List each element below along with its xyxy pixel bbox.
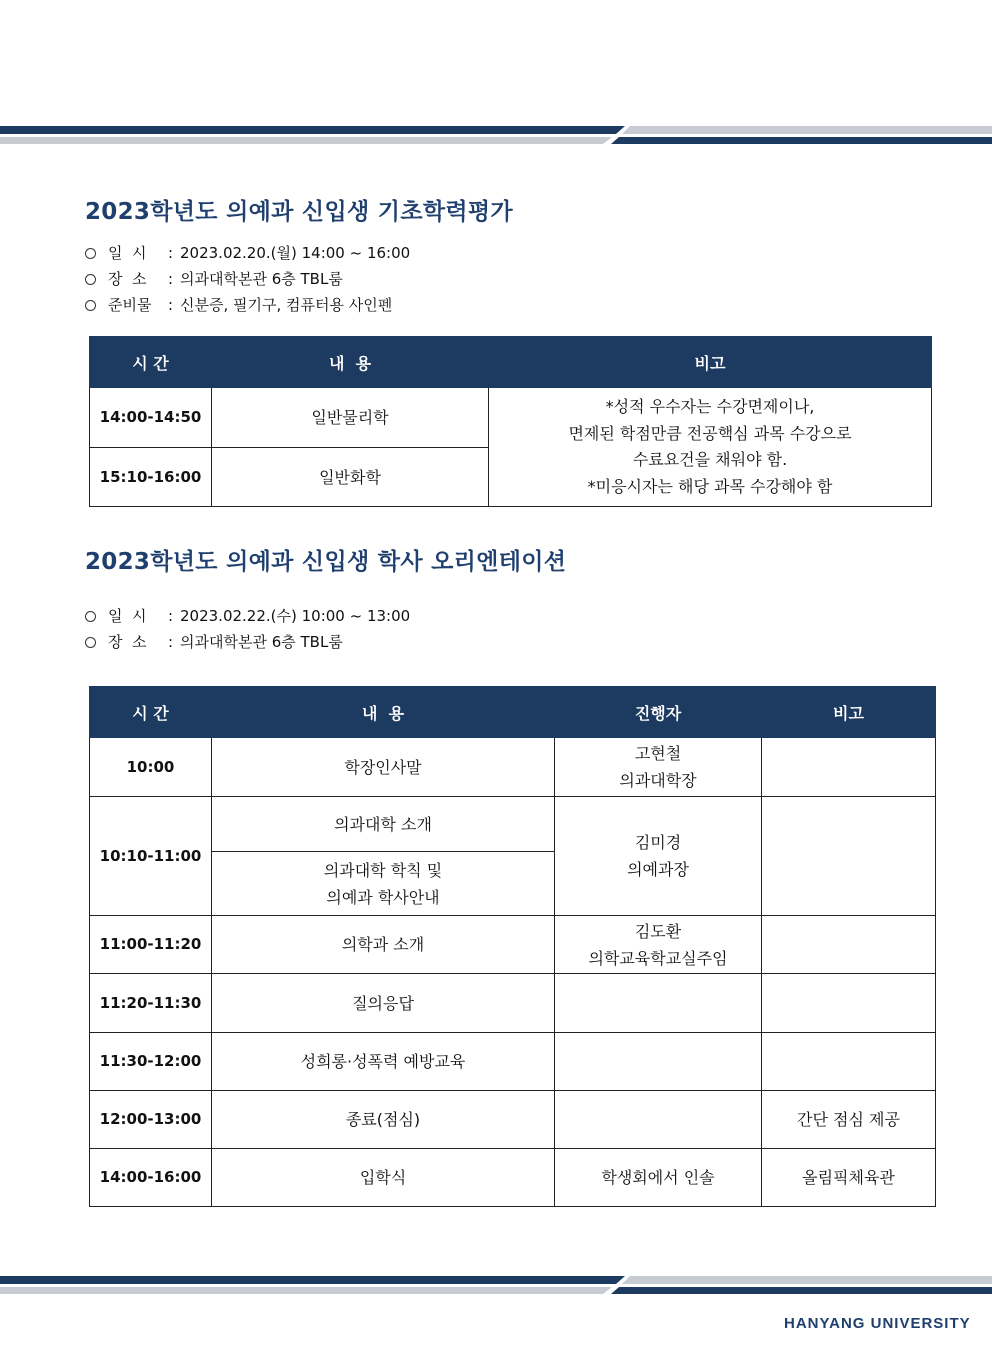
circle-bullet-icon [85, 248, 96, 259]
host-cell: 학생회에서 인솔 [555, 1149, 762, 1207]
table-row [90, 388, 932, 448]
info-label: 장 소 [108, 633, 147, 651]
column-header-time: 시 간 [90, 687, 212, 738]
info-line-place: 장 소 : 의과대학본관 6층 TBL룸 [85, 266, 410, 292]
table-row [90, 1091, 936, 1149]
note-cell [762, 974, 936, 1033]
circle-bullet-icon [85, 611, 96, 622]
info-value: 신분증, 필기구, 컴퓨터용 사인펜 [180, 296, 393, 314]
circle-bullet-icon [85, 637, 96, 648]
info-line-date: 일 시 : 2023.02.20.(월) 14:00 ~ 16:00 [85, 240, 410, 266]
info-label: 일 시 [108, 607, 147, 625]
info-line-supplies: 준비물 : 신분증, 필기구, 컴퓨터용 사인펜 [85, 292, 410, 318]
time-cell: 11:00-11:20 [90, 916, 212, 974]
column-header-note: 비고 [489, 337, 932, 388]
content-cell: 일반화학 [212, 448, 489, 507]
footer-decorative-band [0, 1274, 992, 1298]
time-cell: 14:00-14:50 [90, 388, 212, 448]
note-cell: *성적 우수자는 수강면제이나, 면제된 학점만큼 전공핵심 과목 수강으로 수료요건을 채워야 함. *미응시자는 해당 과목 수강해야 함 [489, 388, 932, 507]
time-cell: 10:10-11:00 [90, 797, 212, 916]
time-cell: 11:30-12:00 [90, 1033, 212, 1091]
content-cell: 질의응답 [212, 974, 555, 1033]
content-cell: 일반물리학 [212, 388, 489, 448]
time-cell: 11:20-11:30 [90, 974, 212, 1033]
note-cell [762, 738, 936, 797]
content-cell: 입학식 [212, 1149, 555, 1207]
section1-info [85, 240, 410, 318]
note-cell: 간단 점심 제공 [762, 1091, 936, 1149]
info-value: 2023.02.20.(월) 14:00 ~ 16:00 [180, 244, 411, 262]
header-decorative-band [0, 124, 992, 148]
host-cell [555, 1033, 762, 1091]
circle-bullet-icon [85, 300, 96, 311]
time-cell: 10:00 [90, 738, 212, 797]
content-cell: 의과대학 소개 [212, 797, 555, 852]
table-header-row [90, 337, 932, 388]
table-row [90, 1033, 936, 1091]
info-value: 의과대학본관 6층 TBL룸 [180, 270, 343, 288]
info-label: 일 시 [108, 244, 147, 262]
note-cell [762, 1033, 936, 1091]
table-row [90, 974, 936, 1033]
section2-title: 2023학년도 의예과 신입생 학사 오리엔테이션 [85, 549, 567, 575]
info-line-place: 장 소 : 의과대학본관 6층 TBL룸 [85, 629, 410, 655]
note-cell [762, 916, 936, 974]
content-cell: 의학과 소개 [212, 916, 555, 974]
info-label: 준비물 [108, 296, 152, 314]
info-value: 의과대학본관 6층 TBL룸 [180, 633, 343, 651]
info-label: 장 소 [108, 270, 147, 288]
content-cell: 학장인사말 [212, 738, 555, 797]
host-cell: 김도환 의학교육학교실주임 [555, 916, 762, 974]
host-cell [555, 974, 762, 1033]
table-header-row [90, 687, 936, 738]
circle-bullet-icon [85, 274, 96, 285]
assessment-schedule-table [89, 336, 932, 507]
note-cell: 올림픽체육관 [762, 1149, 936, 1207]
content-cell: 의과대학 학칙 및 의예과 학사안내 [212, 852, 555, 916]
host-cell: 김미경 의예과장 [555, 797, 762, 916]
university-logo-text: HANYANG UNIVERSITY [784, 1315, 971, 1332]
content-cell: 종료(점심) [212, 1091, 555, 1149]
table-row [90, 797, 936, 852]
column-header-time: 시 간 [90, 337, 212, 388]
time-cell: 12:00-13:00 [90, 1091, 212, 1149]
time-cell: 15:10-16:00 [90, 448, 212, 507]
table-row [90, 916, 936, 974]
orientation-schedule-table [89, 686, 936, 1207]
content-cell: 성희롱·성폭력 예방교육 [212, 1033, 555, 1091]
info-line-date: 일 시 : 2023.02.22.(수) 10:00 ~ 13:00 [85, 603, 410, 629]
section1-title: 2023학년도 의예과 신입생 기초학력평가 [85, 199, 513, 225]
time-cell: 14:00-16:00 [90, 1149, 212, 1207]
info-value: 2023.02.22.(수) 10:00 ~ 13:00 [180, 607, 411, 625]
note-cell [762, 797, 936, 916]
host-cell: 고현철 의과대학장 [555, 738, 762, 797]
column-header-content: 내 용 [212, 687, 555, 738]
table-row [90, 1149, 936, 1207]
column-header-note: 비고 [762, 687, 936, 738]
column-header-content: 내 용 [212, 337, 489, 388]
table-row [90, 738, 936, 797]
column-header-host: 진행자 [555, 687, 762, 738]
section2-info [85, 603, 410, 655]
host-cell [555, 1091, 762, 1149]
